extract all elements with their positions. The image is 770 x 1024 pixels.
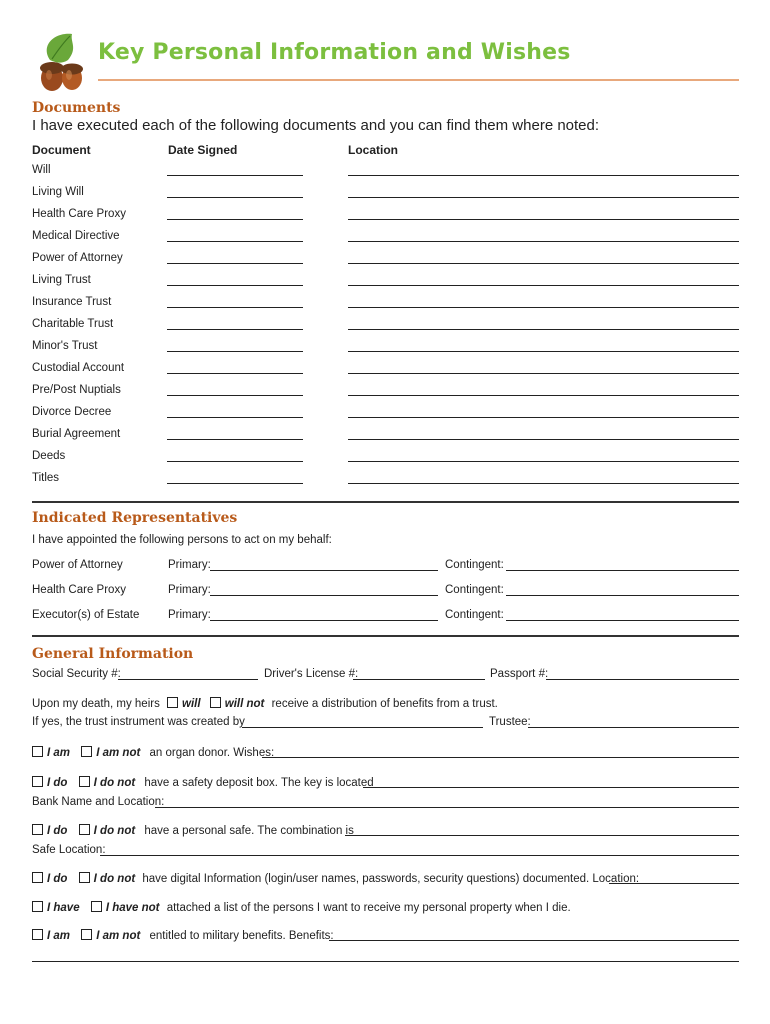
primary-label: Primary: <box>168 584 211 596</box>
i-do-label: I do <box>47 825 68 837</box>
i-do-not-digital-checkbox[interactable] <box>79 872 90 883</box>
i-do-safe-checkbox[interactable] <box>32 824 43 835</box>
date-signed-field[interactable] <box>167 329 303 330</box>
date-signed-field[interactable] <box>167 417 303 418</box>
i-am-not-donor-checkbox[interactable] <box>81 746 92 757</box>
documents-intro: I have executed each of the following documents and you can find them where noted: <box>32 117 600 134</box>
location-field[interactable] <box>348 329 739 330</box>
section-divider <box>32 501 739 503</box>
document-row-label: Pre/Post Nuptials <box>32 384 121 396</box>
heirs-text-end: receive a distribution of benefits from a trust. <box>271 698 498 710</box>
date-signed-field[interactable] <box>167 395 303 396</box>
i-do-box-checkbox[interactable] <box>32 776 43 787</box>
safe-row <box>32 824 354 837</box>
location-field[interactable] <box>348 307 739 308</box>
i-am-not-military-checkbox[interactable] <box>81 929 92 940</box>
i-do-not-label: I do not <box>93 873 136 885</box>
document-row-label: Medical Directive <box>32 230 120 242</box>
military-text: entitled to military benefits. Benefits: <box>149 930 334 942</box>
location-field[interactable] <box>348 241 739 242</box>
bank-label: Bank Name and Location: <box>32 796 165 808</box>
i-do-not-label: I do not <box>93 777 136 789</box>
date-signed-field[interactable] <box>167 483 303 484</box>
heirs-text: Upon my death, my heirs <box>32 698 160 710</box>
document-row-label: Health Care Proxy <box>32 208 126 220</box>
date-signed-field[interactable] <box>167 461 303 462</box>
contingent-label: Contingent: <box>445 584 504 596</box>
document-row-label: Custodial Account <box>32 362 125 374</box>
date-signed-field[interactable] <box>167 241 303 242</box>
document-row-label: Living Will <box>32 186 84 198</box>
primary-field[interactable] <box>210 595 438 596</box>
organ-wishes-field[interactable] <box>262 757 739 758</box>
location-field[interactable] <box>348 439 739 440</box>
contingent-field[interactable] <box>506 570 739 571</box>
i-do-not-safe-checkbox[interactable] <box>79 824 90 835</box>
location-field[interactable] <box>348 197 739 198</box>
i-do-digital-checkbox[interactable] <box>32 872 43 883</box>
i-do-not-box-checkbox[interactable] <box>79 776 90 787</box>
primary-field[interactable] <box>210 570 438 571</box>
document-row-label: Living Trust <box>32 274 91 286</box>
bank-field[interactable] <box>155 807 739 808</box>
trust-creator-field[interactable] <box>242 727 483 728</box>
document-row-label: Titles <box>32 472 60 484</box>
location-field[interactable] <box>348 263 739 264</box>
benefits-field[interactable] <box>329 940 739 941</box>
safe-text: have a personal safe. The combination is <box>144 825 354 837</box>
heirs-row <box>32 697 498 710</box>
license-label: Driver's License #: <box>264 668 359 680</box>
benefits-continuation-field[interactable] <box>32 961 739 962</box>
acorn-icon <box>30 30 90 95</box>
date-signed-field[interactable] <box>167 439 303 440</box>
deposit-box-text: have a safety deposit box. The key is located <box>144 777 374 789</box>
digital-location-field[interactable] <box>609 883 739 884</box>
location-field[interactable] <box>348 351 739 352</box>
date-signed-field[interactable] <box>167 197 303 198</box>
col-document-header: Document <box>32 143 91 157</box>
section-divider <box>32 635 739 637</box>
primary-field[interactable] <box>210 620 438 621</box>
date-signed-field[interactable] <box>167 307 303 308</box>
combination-field[interactable] <box>345 835 739 836</box>
representative-role-label: Power of Attorney <box>32 559 123 571</box>
general-heading: General Information <box>32 646 194 662</box>
will-not-checkbox[interactable] <box>210 697 221 708</box>
i-have-not-label: I have not <box>105 902 160 914</box>
i-have-checkbox[interactable] <box>32 901 43 912</box>
property-list-row <box>32 901 571 914</box>
documents-heading: Documents <box>32 100 121 116</box>
date-signed-field[interactable] <box>167 373 303 374</box>
date-signed-field[interactable] <box>167 263 303 264</box>
location-field[interactable] <box>348 175 739 176</box>
i-do-label: I do <box>47 873 68 885</box>
military-row <box>32 929 334 942</box>
representatives-heading: Indicated Representatives <box>32 510 238 526</box>
will-checkbox[interactable] <box>167 697 178 708</box>
location-field[interactable] <box>348 417 739 418</box>
i-do-label: I do <box>47 777 68 789</box>
deposit-box-row <box>32 776 374 789</box>
document-row-label: Charitable Trust <box>32 318 114 330</box>
i-am-donor-checkbox[interactable] <box>32 746 43 757</box>
document-row-label: Power of Attorney <box>32 252 123 264</box>
date-signed-field[interactable] <box>167 219 303 220</box>
page-title: Key Personal Information and Wishes <box>98 40 571 65</box>
will-not-label: will not <box>224 698 265 710</box>
date-signed-field[interactable] <box>167 351 303 352</box>
i-am-not-label: I am not <box>96 747 141 759</box>
will-label: will <box>182 698 201 710</box>
contingent-field[interactable] <box>506 595 739 596</box>
location-field[interactable] <box>348 373 739 374</box>
date-signed-field[interactable] <box>167 175 303 176</box>
passport-field[interactable] <box>546 679 739 680</box>
representative-role-label: Health Care Proxy <box>32 584 126 596</box>
i-do-not-label: I do not <box>93 825 136 837</box>
document-row-label: Burial Agreement <box>32 428 121 440</box>
digital-text: have digital Information (login/user names, passwords, security questions) documented. Location: <box>142 873 640 885</box>
representatives-intro: I have appointed the following persons to act on my behalf: <box>32 534 332 546</box>
location-field[interactable] <box>348 285 739 286</box>
location-field[interactable] <box>348 219 739 220</box>
col-date-signed-header: Date Signed <box>168 143 238 157</box>
property-list-text: attached a list of the persons I want to receive my personal property when I die. <box>166 902 571 914</box>
contingent-label: Contingent: <box>445 609 504 621</box>
document-row-label: Insurance Trust <box>32 296 112 308</box>
passport-label: Passport #: <box>490 668 549 680</box>
col-location-header: Location <box>348 143 398 157</box>
ssn-label: Social Security #: <box>32 668 121 680</box>
license-field[interactable] <box>353 679 485 680</box>
i-am-label: I am <box>47 747 71 759</box>
location-field[interactable] <box>348 461 739 462</box>
primary-label: Primary: <box>168 609 211 621</box>
date-signed-field[interactable] <box>167 285 303 286</box>
key-location-field[interactable] <box>363 787 739 788</box>
organ-donor-text: an organ donor. Wishes: <box>149 747 275 759</box>
i-have-label: I have <box>47 902 80 914</box>
trustee-label: Trustee: <box>489 716 531 728</box>
document-row-label: Will <box>32 164 51 176</box>
safe-location-label: Safe Location: <box>32 844 106 856</box>
i-am-not-label: I am not <box>96 930 141 942</box>
document-row-label: Deeds <box>32 450 66 462</box>
document-row-label: Minor's Trust <box>32 340 98 352</box>
digital-row <box>32 872 639 885</box>
trustee-field[interactable] <box>528 727 739 728</box>
ssn-field[interactable] <box>118 679 258 680</box>
safe-location-field[interactable] <box>100 855 739 856</box>
contingent-label: Contingent: <box>445 559 504 571</box>
organ-donor-row <box>32 746 274 759</box>
representative-role-label: Executor(s) of Estate <box>32 609 140 621</box>
i-am-military-checkbox[interactable] <box>32 929 43 940</box>
title-divider <box>98 79 739 81</box>
trust-created-label: If yes, the trust instrument was created by <box>32 716 245 728</box>
i-have-not-checkbox[interactable] <box>91 901 102 912</box>
primary-label: Primary: <box>168 559 211 571</box>
i-am-label: I am <box>47 930 71 942</box>
contingent-field[interactable] <box>506 620 739 621</box>
location-field[interactable] <box>348 395 739 396</box>
location-field[interactable] <box>348 483 739 484</box>
document-row-label: Divorce Decree <box>32 406 112 418</box>
